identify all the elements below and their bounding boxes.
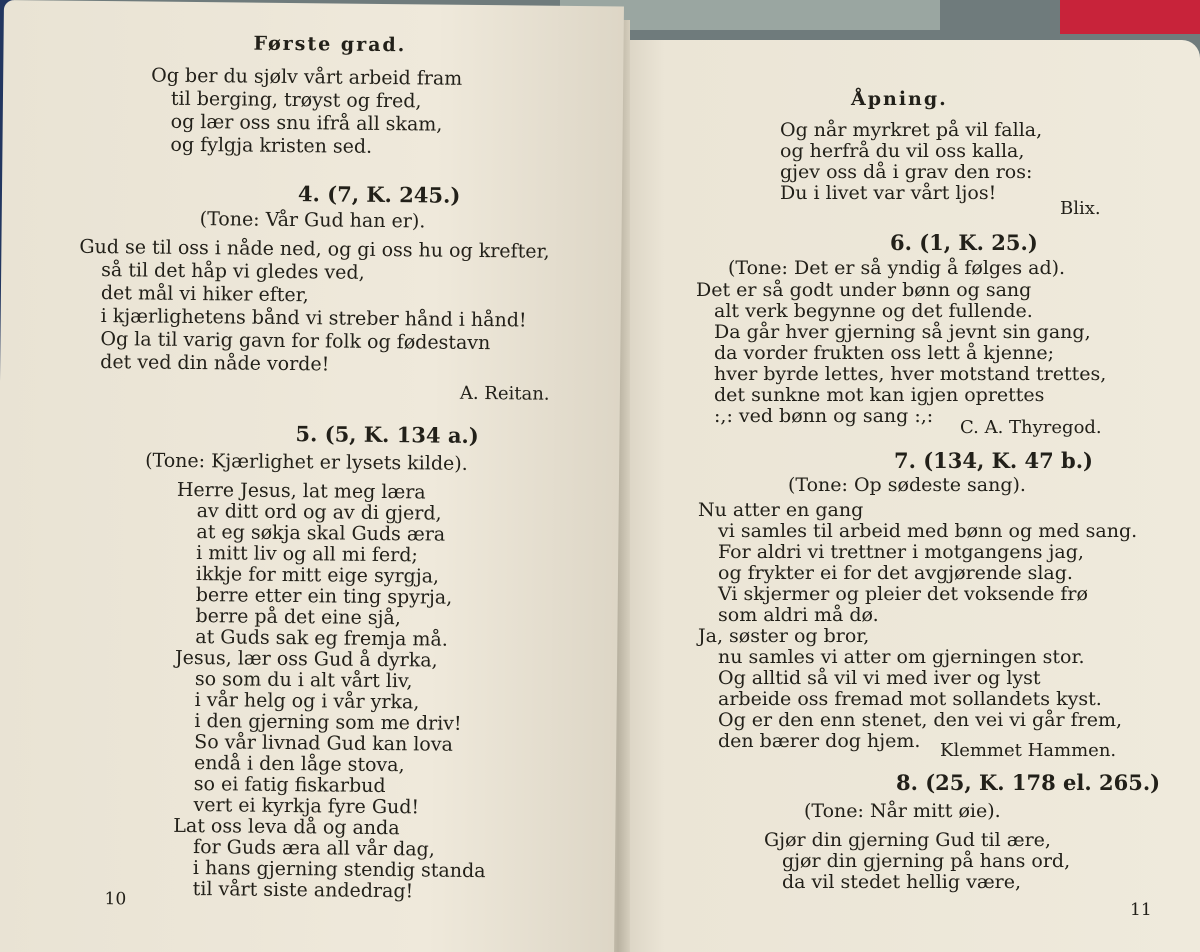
song-line: i mitt liv og all mi ferd; — [196, 542, 418, 567]
song-line: Herre Jesus, lat meg læra — [176, 478, 426, 504]
song-line: berre på det eine sjå, — [195, 605, 401, 630]
song-number: 4. (7, K. 245.) — [297, 181, 461, 208]
song-line: så til det håp vi gledes ved, — [101, 259, 365, 284]
song-tone: (Tone: Kjærlighet er lysets kilde). — [145, 449, 468, 475]
song-line: so ei fatig fiskarbud — [193, 773, 386, 798]
song-line: Og la til varig gavn for folk og fødestavn — [100, 328, 491, 355]
page-number: 10 — [104, 889, 127, 910]
song-line: arbeide oss fremad mot sollandets kyst. — [718, 688, 1102, 710]
song-line: det ved din nåde vorde! — [100, 351, 330, 376]
poem-line: Og når myrkret på vil falla, — [780, 119, 1043, 141]
song-line: ikkje for mitt eige syrgja, — [195, 563, 440, 588]
author: A. Reitan. — [459, 382, 550, 405]
song-line: gjør din gjerning på hans ord, — [782, 850, 1071, 872]
song-line: Gjør din gjerning Gud til ære, — [764, 829, 1051, 851]
poem-line: og herfrå du vil oss kalla, — [780, 140, 1025, 162]
song-line: Ja, søster og bror, — [698, 625, 870, 647]
song-line: da vil stedet hellig være, — [782, 871, 1022, 893]
author: Klemmet Hammen. — [940, 740, 1117, 761]
song-line: Vi skjermer og pleier det voksende frø — [718, 583, 1088, 605]
song-line: til vårt siste andedrag! — [192, 878, 414, 903]
right-page — [618, 40, 1200, 952]
poem-line: Du i livet var vårt ljos! — [780, 182, 997, 204]
song-line: i vår helg og i vår yrka, — [194, 689, 420, 714]
song-line: i hans gjerning stendig standa — [192, 857, 486, 883]
song-line: Jesus, lær oss Gud å dyrka, — [175, 646, 438, 672]
song-line: hver byrde lettes, hver motstand trettes, — [714, 363, 1107, 385]
song-tone: (Tone: Vår Gud han er). — [199, 208, 426, 233]
song-line: nu samles vi atter om gjerningen stor. — [718, 646, 1085, 668]
song-line: som aldri må dø. — [718, 604, 879, 626]
author: Blix. — [1060, 198, 1101, 219]
song-line: Det er så godt under bønn og sang — [696, 279, 1032, 301]
song-number: 5. (5, K. 134 a.) — [295, 421, 479, 448]
song-number: 7. (134, K. 47 b.) — [894, 448, 1093, 473]
song-line: av ditt ord og av di gjerd, — [196, 500, 442, 525]
song-tone: (Tone: Op sødeste sang). — [788, 474, 1026, 496]
song-line: alt verk begynne og det fullende. — [714, 300, 1033, 322]
song-line: berre etter ein ting spyrja, — [195, 584, 453, 609]
song-line: den bærer dog hjem. — [718, 730, 921, 752]
author: C. A. Thyregod. — [960, 417, 1102, 438]
song-line: Da går hver gjerning så jevnt sin gang, — [714, 321, 1091, 343]
song-tone: (Tone: Det er så yndig å følges ad). — [728, 257, 1066, 279]
song-line: endå i den låge stova, — [193, 752, 405, 777]
song-line: :,: ved bønn og sang :,: — [714, 405, 934, 427]
song-line: det mål vi hiker efter, — [100, 282, 309, 307]
song-line: det sunkne mot kan igjen oprettes — [714, 384, 1045, 406]
poem-line: gjev oss då i grav den ros: — [780, 161, 1033, 183]
poem-line: og fylgja kristen sed. — [170, 133, 373, 158]
song-line: So vår livnad Gud kan lova — [194, 731, 453, 756]
song-line: Nu atter en gang — [698, 499, 864, 521]
song-line: Og er den enn stenet, den vei vi går frem, — [718, 709, 1123, 731]
song-number: 8. (25, K. 178 el. 265.) — [896, 770, 1161, 795]
song-line: at Guds sak eg fremja må. — [195, 626, 448, 651]
song-line: Gud se til oss i nåde ned, og gi oss hu og krefter, — [79, 235, 550, 263]
poem-line: Og ber du sjølv vårt arbeid fram — [151, 64, 463, 90]
song-number: 6. (1, K. 25.) — [890, 230, 1038, 255]
song-line: at eg søkja skal Guds æra — [196, 521, 446, 546]
left-page-header: Første grad. — [253, 32, 407, 57]
song-line: i den gjerning som me driv! — [194, 710, 462, 735]
song-line: For aldri vi trettner i motgangens jag, — [718, 541, 1084, 563]
song-tone: (Tone: Når mitt øie). — [804, 800, 1001, 822]
song-line: vi samles til arbeid med bønn og med sang. — [718, 520, 1138, 542]
song-line: so som du i alt vårt liv, — [194, 668, 413, 693]
song-line: vert ei kyrkja fyre Gud! — [193, 794, 420, 819]
page-number: 11 — [1130, 900, 1152, 920]
song-line: Og alltid så vil vi med iver og lyst — [718, 667, 1041, 689]
poem-line: og lær oss snu ifrå all skam, — [170, 110, 443, 136]
song-line: Lat oss leva då og anda — [173, 814, 400, 840]
song-line: og frykter ei for det avgjørende slag. — [718, 562, 1073, 584]
song-line: for Guds æra all vår dag, — [193, 836, 435, 861]
song-line: da vorder frukten oss lett å kjenne; — [714, 342, 1055, 364]
song-line: i kjærlighetens bånd vi streber hånd i hånd! — [100, 305, 527, 332]
right-page-header: Åpning. — [851, 88, 948, 110]
poem-line: til berging, trøyst og fred, — [170, 87, 422, 113]
background-red-book — [1060, 0, 1200, 34]
